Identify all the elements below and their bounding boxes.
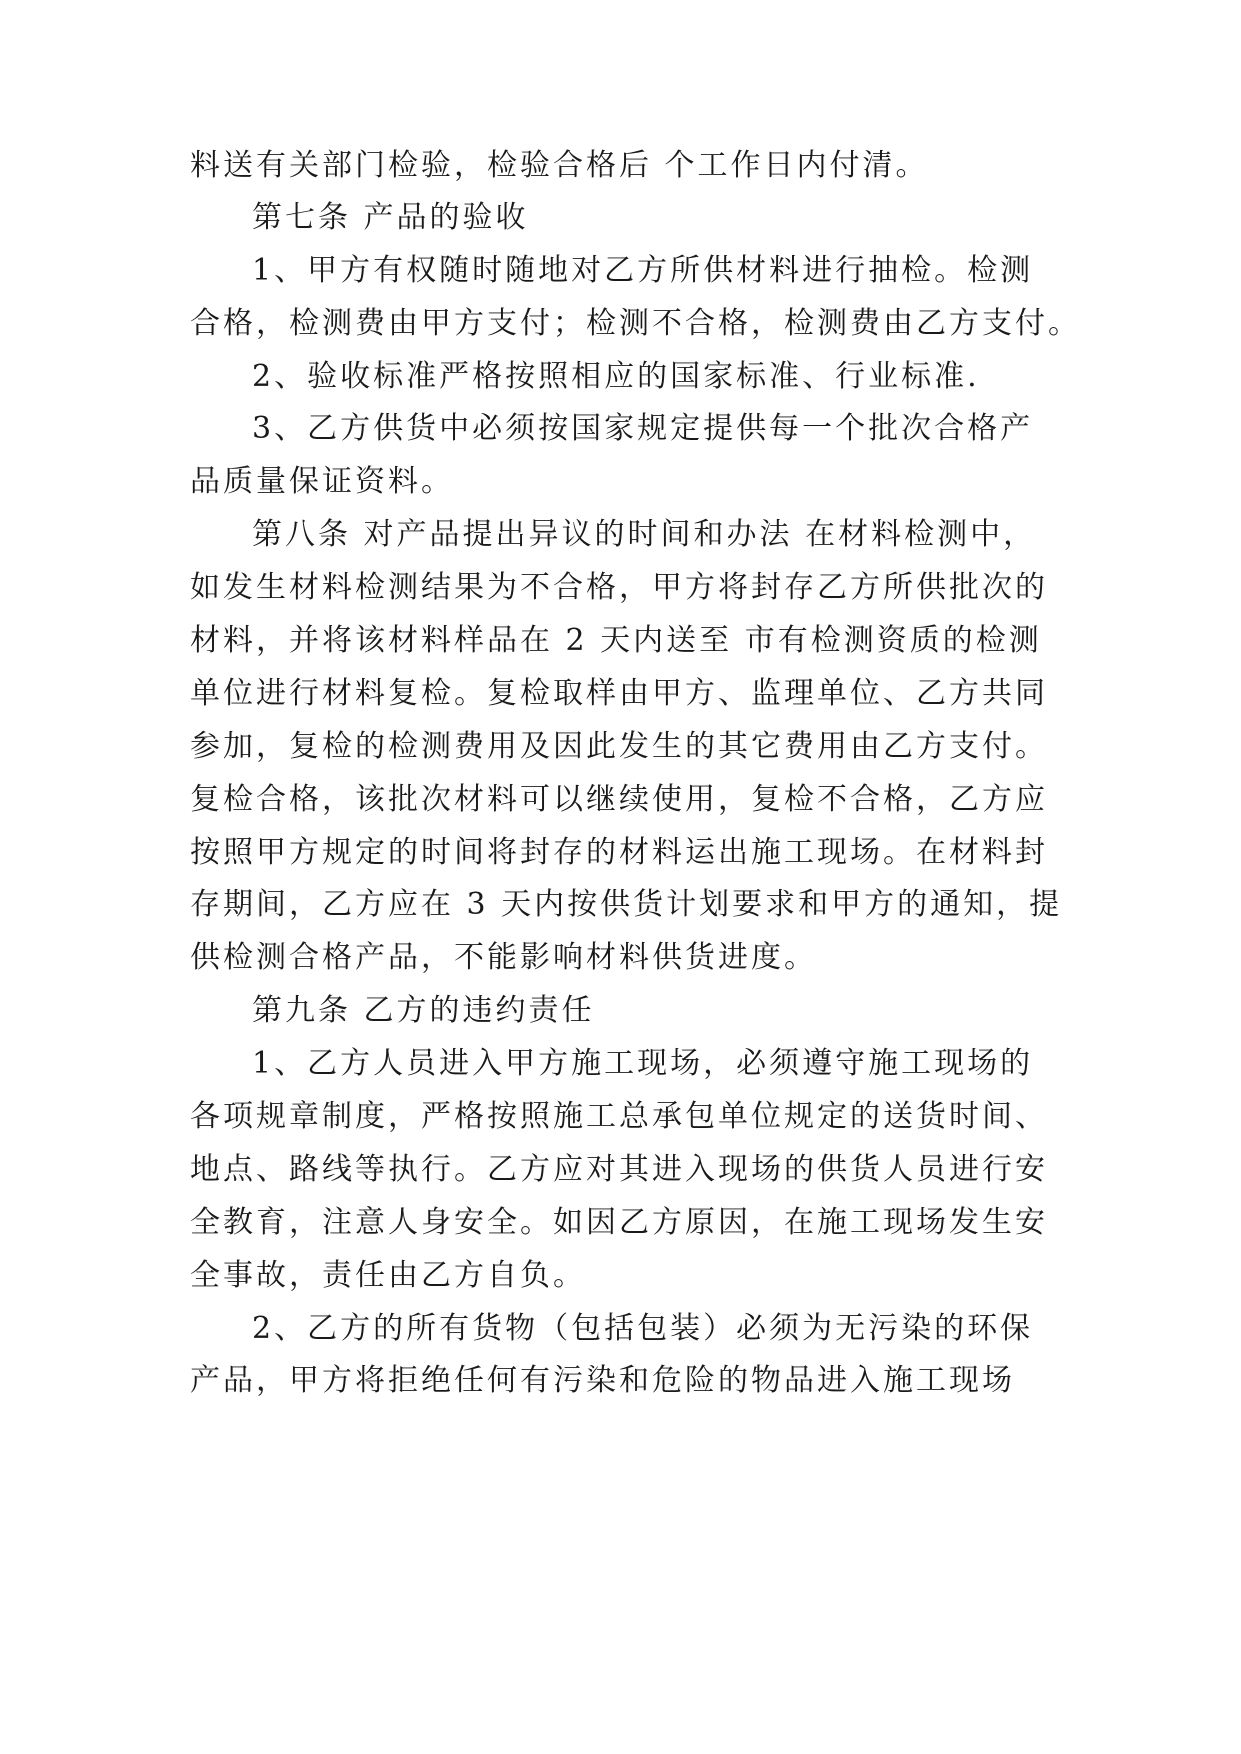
text-line: 材料，并将该材料样品在 2 天内送至 市有检测资质的检测 — [190, 623, 1042, 658]
text-line: 全事故，责任由乙方自负。 — [190, 1258, 586, 1293]
text-line: 2、验收标准严格按照相应的国家标准、行业标准. — [252, 359, 980, 394]
text-line: 1、乙方人员进入甲方施工现场，必须遵守施工现场的 — [252, 1046, 1034, 1081]
text-line: 单位进行材料复检。复检取样由甲方、监理单位、乙方共同 — [190, 676, 1048, 711]
text-line: 地点、路线等执行。乙方应对其进入现场的供货人员进行安 — [190, 1152, 1048, 1187]
text-line: 如发生材料检测结果为不合格，甲方将封存乙方所供批次的 — [190, 570, 1048, 605]
text-line: 2、乙方的所有货物（包括包装）必须为无污染的环保 — [252, 1311, 1034, 1346]
section-heading-9: 第九条 乙方的违约责任 — [252, 993, 595, 1028]
text-line: 1、甲方有权随时随地对乙方所供材料进行抽检。检测 — [252, 253, 1034, 288]
text-line: 产品，甲方将拒绝任何有污染和危险的物品进入施工现场 — [190, 1363, 1015, 1398]
section-heading-8: 第八条 对产品提出异议的时间和办法 在材料检测中， — [252, 517, 1037, 552]
text-line: 各项规章制度，严格按照施工总承包单位规定的送货时间、 — [190, 1099, 1048, 1134]
text-line: 存期间，乙方应在 3 天内按供货计划要求和甲方的通知，提 — [190, 887, 1063, 922]
text-line: 3、乙方供货中必须按国家规定提供每一个批次合格产 — [252, 411, 1034, 446]
section-heading-7: 第七条 产品的验收 — [252, 200, 529, 235]
text-line: 合格，检测费由甲方支付；检测不合格，检测费由乙方支付。 — [190, 306, 1081, 341]
text-line: 参加，复检的检测费用及因此发生的其它费用由乙方支付。 — [190, 729, 1048, 764]
text-line: 全教育，注意人身安全。如因乙方原因，在施工现场发生安 — [190, 1205, 1048, 1240]
text-line: 品质量保证资料。 — [190, 464, 454, 499]
text-line: 供检测合格产品，不能影响材料供货进度。 — [190, 940, 817, 975]
text-line: 按照甲方规定的时间将封存的材料运出施工现场。在材料封 — [190, 835, 1048, 870]
text-line: 复检合格，该批次材料可以继续使用，复检不合格，乙方应 — [190, 782, 1048, 817]
text-line: 料送有关部门检验，检验合格后 个工作日内付清。 — [190, 148, 929, 183]
